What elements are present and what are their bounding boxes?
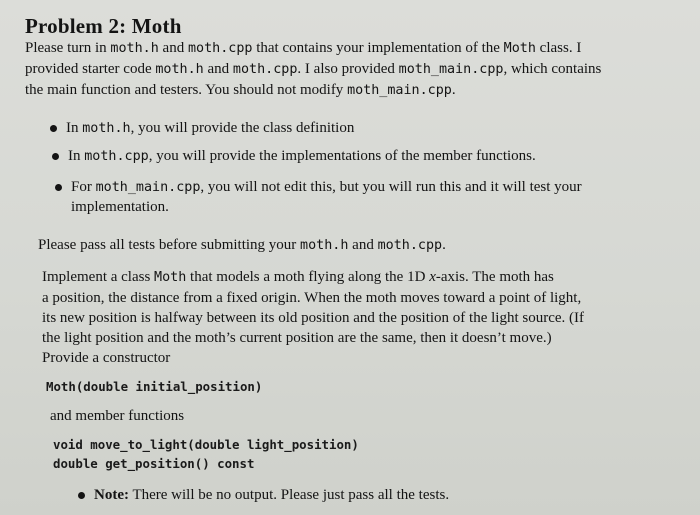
impl-line-5: Provide a constructor — [42, 350, 171, 366]
note-bullet — [78, 485, 678, 505]
filename-moth-cpp: moth.cpp — [232, 62, 298, 77]
intro-line-3: the main function and testers. You should not modify moth_main.cpp. — [25, 82, 456, 98]
impl-line-4: the light position and the moth’s current position are the same, then it doesn’t move.) — [42, 330, 552, 346]
bullet-dot — [78, 492, 85, 499]
impl-line-2: a position, the distance from a fixed origin. When the moth moves toward a point of light, — [42, 290, 582, 306]
intro-paragraph — [25, 38, 685, 101]
impl-line-3: its new position is halfway between its old position and the position of the light source. (If — [42, 310, 584, 326]
bullet-item-moth-main: For moth_main.cpp, you will not edit this, but you will run this and it will test your implementation. — [55, 177, 675, 219]
filename-moth-h: moth.h — [155, 62, 204, 77]
pass-instruction: Please pass all tests before submitting your moth.h and moth.cpp. — [38, 237, 446, 253]
bullet-item-moth-h: In moth.h, you will provide the class definition — [50, 118, 670, 138]
member-functions-label: and member functions — [50, 408, 185, 424]
implementation-paragraph — [42, 267, 682, 368]
note-label: Note: — [94, 487, 129, 503]
filename-moth-cpp: moth.cpp — [187, 41, 253, 56]
bullet-dot — [52, 153, 59, 160]
impl-line-1: Implement a class Moth that models a moth flying along the 1D x-axis. The moth has — [42, 269, 554, 285]
bullet-dot — [55, 184, 62, 191]
filename-moth-main: moth_main.cpp — [347, 83, 452, 98]
filename-moth-h: moth.h — [110, 41, 159, 56]
note-text: There will be no output. Please just pass all the tests. — [128, 487, 450, 503]
intro-line-2: provided starter code moth.h and moth.cpp. I also provided moth_main.cpp, which contains — [25, 61, 602, 77]
intro-line-1: Please turn in moth.h and moth.cpp that contains your implementation of the Moth class. I — [25, 40, 582, 56]
bullet-dot — [50, 125, 57, 132]
page-title: Problem 2: Moth — [25, 14, 182, 38]
bullet-item-moth-cpp: In moth.cpp, you will provide the implementations of the member functions. — [52, 146, 672, 166]
filename-moth-main: moth_main.cpp — [398, 62, 504, 77]
member-code-get: double get_position() const — [53, 456, 255, 471]
class-name-moth: Moth — [503, 41, 536, 56]
constructor-code: Moth(double initial_position) — [46, 379, 263, 394]
member-code-move: void move_to_light(double light_position) — [53, 437, 359, 452]
